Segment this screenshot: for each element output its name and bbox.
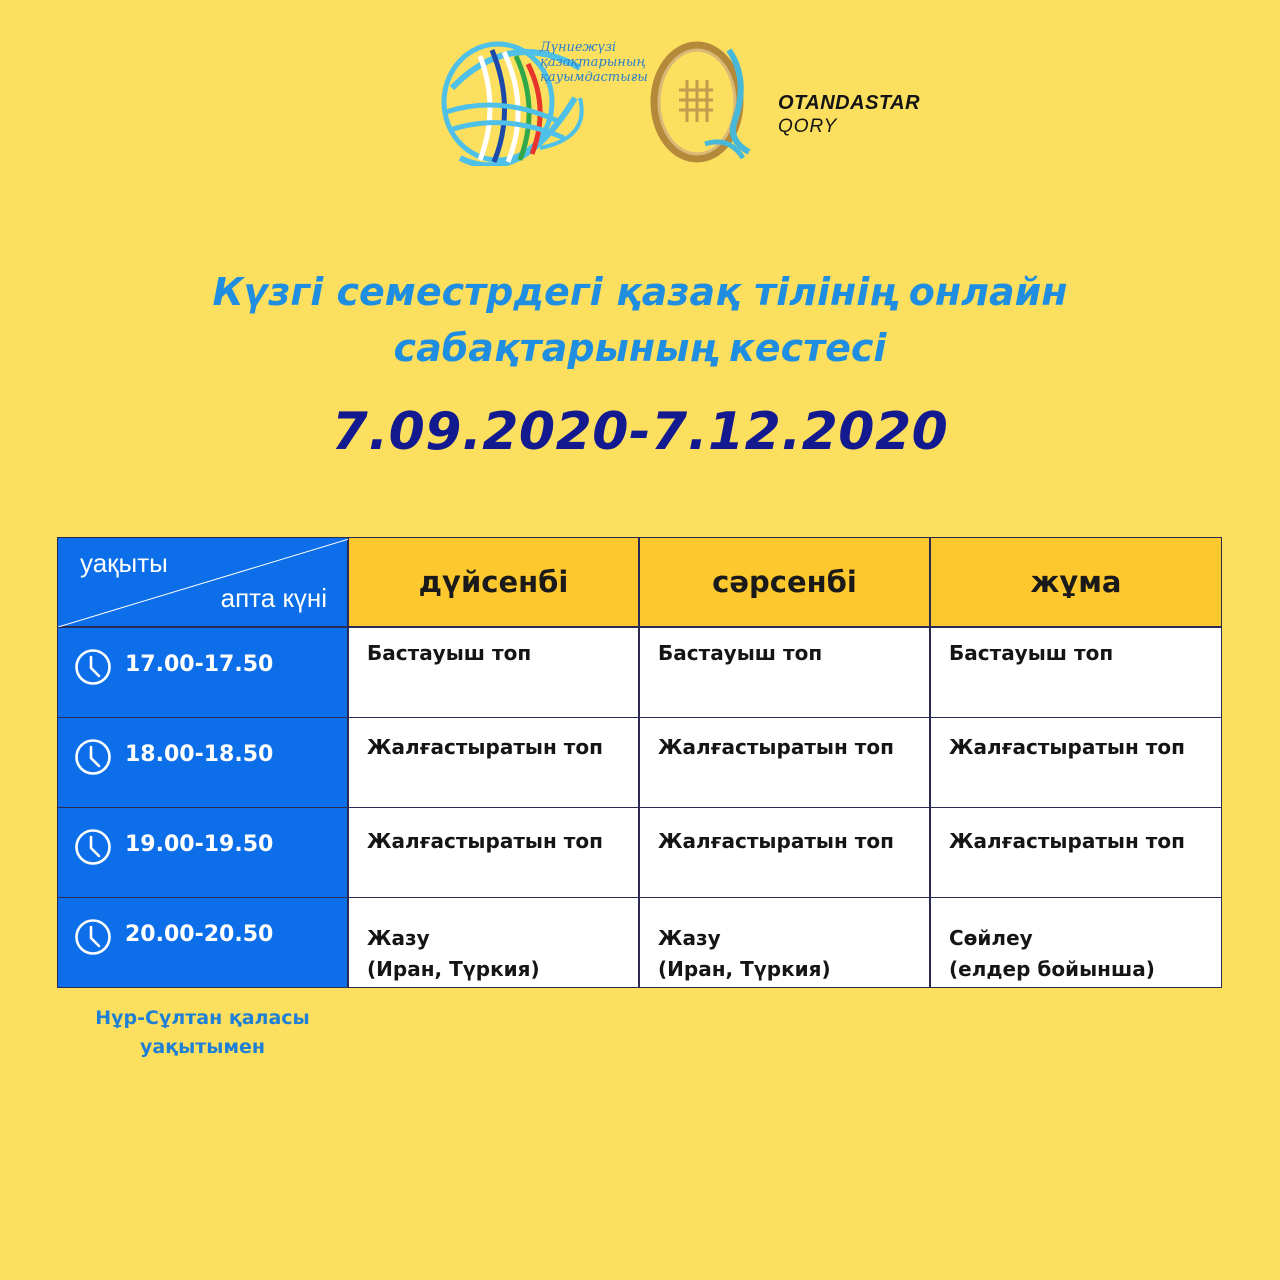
schedule-cell [348,717,639,808]
time-slot [57,897,348,988]
schedule-cell [639,807,930,898]
cell-line: Жалғастыратын топ [658,829,894,853]
time-slot-label: 20.00-20.50 [125,922,274,947]
schedule-cell [348,807,639,898]
time-slot [57,717,348,808]
schedule-cell [639,717,930,808]
date-range: 7.09.2020-7.12.2020 [331,402,949,462]
schedule-cell [639,627,930,718]
time-slot-label: 19.00-19.50 [125,832,274,857]
table-corner-header [57,537,348,627]
schedule-cell [348,627,639,718]
clock-icon [74,828,112,866]
cell-line: Жалғастыратын топ [949,735,1185,759]
cell-line: Жазу [367,926,430,950]
day-header: дүйсенбі [348,537,639,627]
clock-icon [74,918,112,956]
cell-line: Жалғастыратын топ [367,829,603,853]
time-slot [57,807,348,898]
cell-line: Бастауыш топ [658,641,823,665]
corner-label-weekday: апта күні [220,583,327,613]
otandastar-qory-emblem [645,40,755,165]
cell-line: (елдер бойынша) [949,957,1155,981]
cell-line: Бастауыш топ [949,641,1114,665]
cell-line: (Иран, Түркия) [367,957,540,981]
world-kazakhs-association-logo [440,38,650,166]
clock-icon [74,738,112,776]
cell-line: Жалғастыратын топ [949,829,1185,853]
cell-line: Жазу [658,926,721,950]
cell-line: Сөйлеу [949,926,1033,950]
day-header: жұма [930,537,1222,627]
schedule-cell [930,897,1222,988]
schedule-cell [639,897,930,988]
time-slot-label: 17.00-17.50 [125,652,274,677]
cell-line: Жалғастыратын топ [367,735,603,759]
corner-label-time: уақыты [80,548,168,578]
timezone-note-line1: Нұр-Сұлтан қаласы [95,1007,310,1029]
time-slot [57,627,348,718]
schedule-table [57,537,1222,988]
dombra-emblem-icon [645,40,755,165]
logo-right-line2: QORY [778,116,838,137]
clock-icon [74,648,112,686]
schedule-cell [930,807,1222,898]
day-header: сәрсенбі [639,537,930,627]
cell-line: Жалғастыратын топ [658,735,894,759]
schedule-cell [930,717,1222,808]
page-title-line1: Күзгі семестрдегі қазақ тілінің онлайн [212,270,1068,314]
otandastar-qory-wordmark [778,92,920,138]
logo-right-line1: OTANDASTAR [778,92,921,114]
logo-left-text: Дүниежүзі қазақтарының қауымдастығы [540,40,648,85]
cell-line: Бастауыш топ [367,641,532,665]
cell-line: (Иран, Түркия) [658,957,831,981]
schedule-cell [348,897,639,988]
timezone-note [57,1004,348,1062]
timezone-note-line2: уақытымен [139,1036,266,1058]
time-slot-label: 18.00-18.50 [125,742,274,767]
schedule-cell [930,627,1222,718]
page-title-line2: сабақтарының кестесі [393,326,887,370]
